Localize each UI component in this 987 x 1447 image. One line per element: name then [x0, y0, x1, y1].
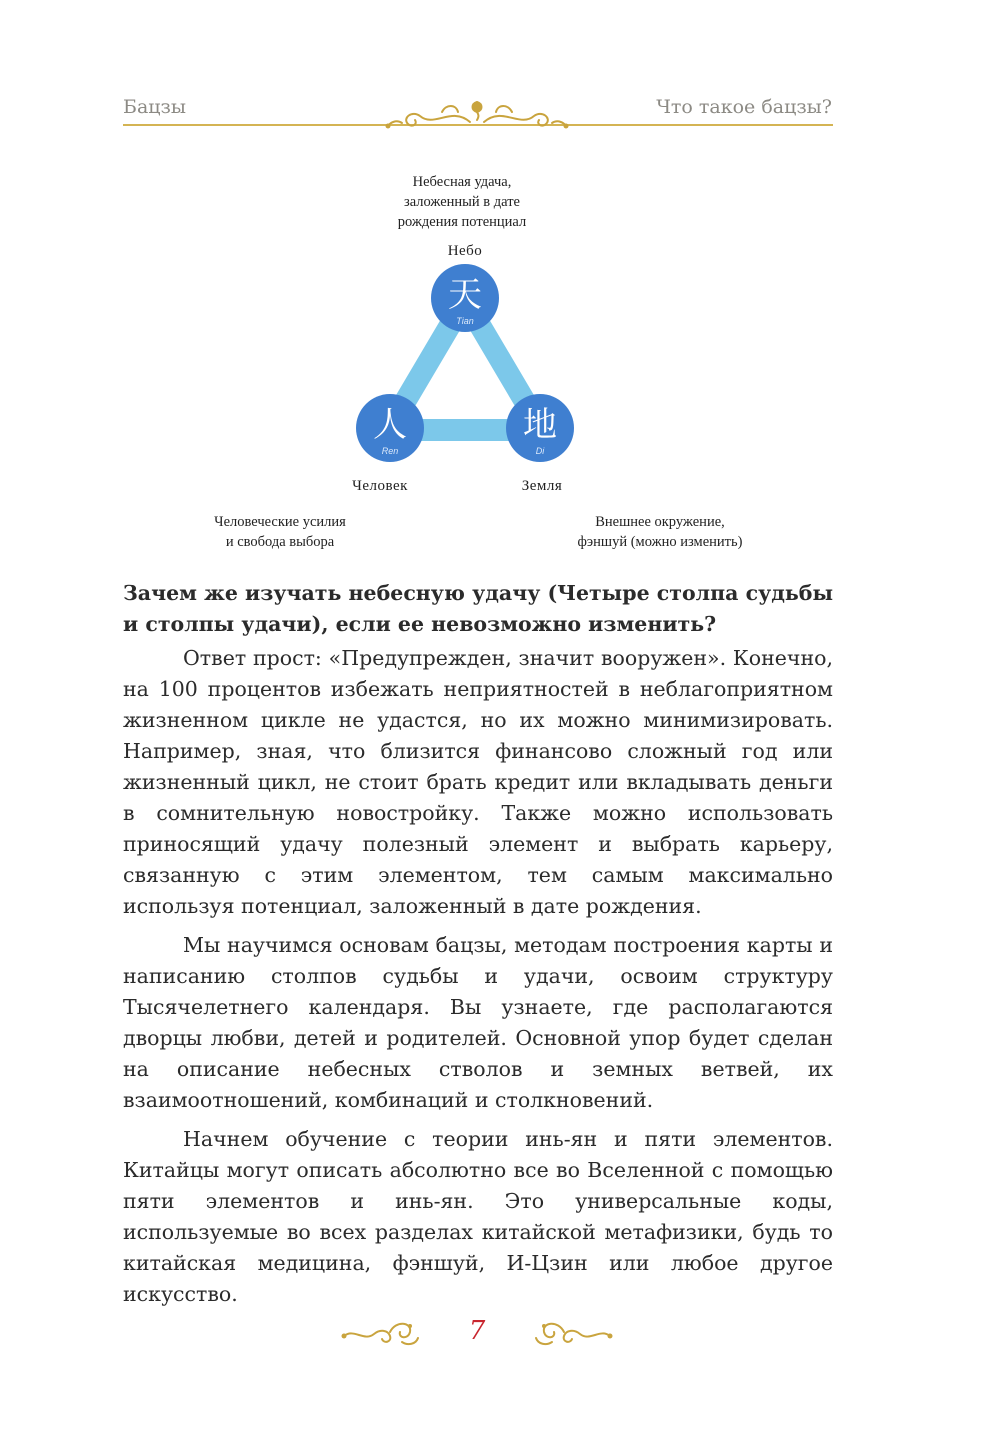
- footer-ornament-right-icon: [532, 1318, 614, 1348]
- page-number: 7: [468, 1316, 486, 1346]
- paragraph: Ответ прост: «Предупрежден, значит вооружен». Конечно, на 100 процентов избежать неприятностей в неблагоприятном жизненном цикле не удастся, но их можно минимизировать. Например, зная, что близится финансово сложный год или жизненный цикл, не стоит брать кредит или вкладывать деньги в сомнительную новостройку. Также можно использовать приносящий удачу полезный элемент и выбрать карьеру, связанную с этим элементом, тем самым максимально используя потенциал, заложенный в дате рождения.: [123, 646, 833, 918]
- diagram-caption-top: Небесная удача, заложенный в дате рождения потенциал: [397, 174, 527, 230]
- svg-text:Di: Di: [535, 446, 545, 456]
- diagram-caption-right: Внешнее окружение, фэншуй (можно изменить): [577, 514, 743, 550]
- header-ornament-icon: [382, 98, 572, 132]
- running-header-right: Что такое бацзы?: [656, 96, 832, 118]
- running-header-left: Бацзы: [123, 96, 186, 118]
- body-text: [123, 643, 833, 1318]
- diagram-label-earth: Земля: [521, 478, 563, 494]
- svg-text:地: 地: [523, 405, 557, 445]
- question-heading: Зачем же изучать небесную удачу (Четыре столпа судьбы и столпы удачи), если ее невозможно изменить?: [123, 581, 833, 636]
- diagram-label-person: Человек: [352, 478, 408, 494]
- diagram-caption-left: Человеческие усилия и свобода выбора: [214, 514, 346, 550]
- diagram-label-sky: Небо: [447, 243, 483, 259]
- svg-text:Tian: Tian: [456, 316, 474, 326]
- paragraph: Мы научимся основам бацзы, методам построения карты и написанию столпов судьбы и удачи, освоим структуру Тысячелетнего календаря. Вы узнаете, где располагаются дворцы любви, детей и родителей. Основной упор будет сделан на описание небесных стволов и земных ветвей, их взаимоотношений, комбинаций и столкновений.: [123, 933, 833, 1112]
- node-person: [356, 394, 424, 462]
- svg-text:Ren: Ren: [381, 446, 399, 456]
- svg-text:天: 天: [448, 275, 482, 315]
- heaven-earth-man-diagram: [340, 262, 590, 472]
- svg-text:人: 人: [373, 405, 407, 445]
- node-earth: [506, 394, 574, 462]
- node-sky: [431, 264, 499, 332]
- footer-ornament-left-icon: [340, 1318, 422, 1348]
- paragraph: Начнем обучение с теории инь-ян и пяти элементов. Китайцы могут описать абсолютно все во Вселенной с помощью пяти элементов и инь-ян. Это универсальные коды, используемые во всех разделах китайской метафизики, будь то китайская медицина, фэншуй, И-Цзин или любое другое искусство.: [123, 1127, 833, 1306]
